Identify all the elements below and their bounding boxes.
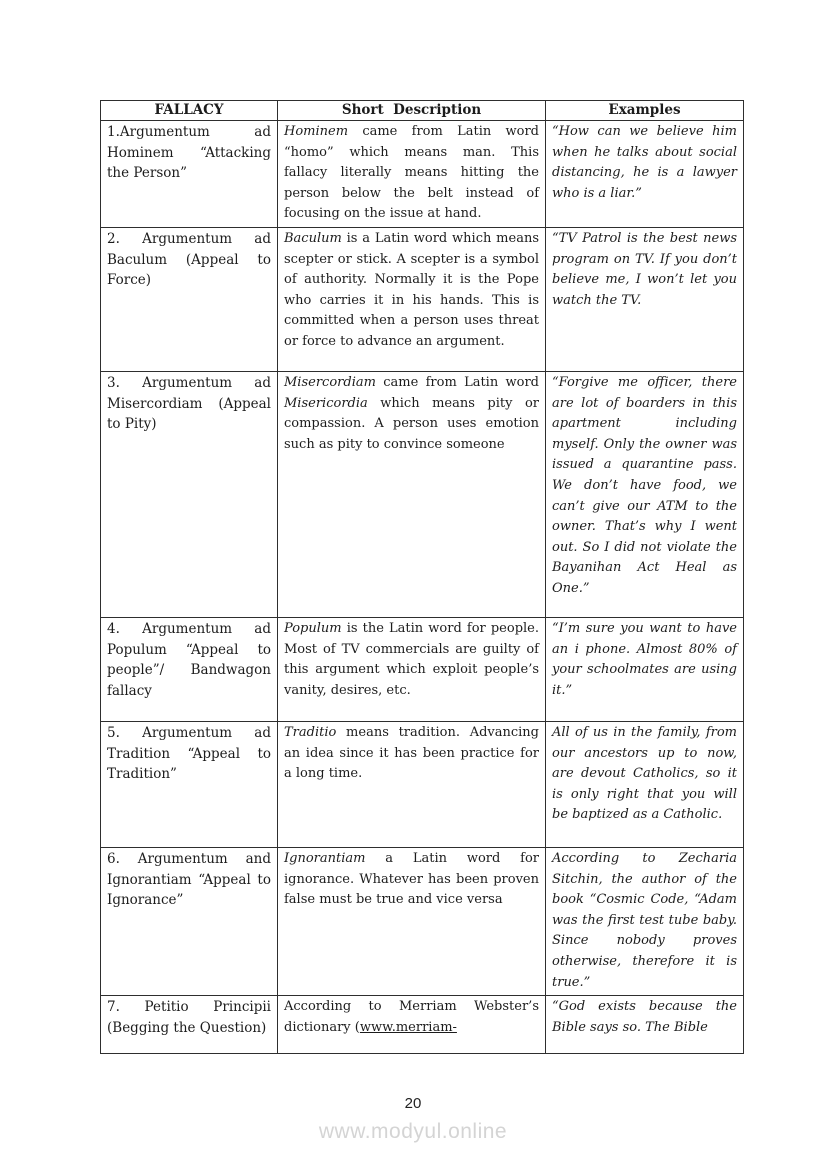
watermark: www.modyul.online bbox=[318, 1120, 508, 1143]
description-cell bbox=[278, 121, 546, 228]
header-short-description: Short Description bbox=[278, 101, 546, 121]
fallacy-cell: 7. Petitio Principii (Begging the Question) bbox=[101, 996, 278, 1054]
fallacy-cell: 5. Argumentum ad Tradition “Appeal to Tradition” bbox=[101, 722, 278, 848]
table-body bbox=[101, 121, 744, 1054]
fallacy-table bbox=[100, 100, 744, 1054]
table-row bbox=[101, 121, 744, 228]
table-row bbox=[101, 722, 744, 848]
example-cell: “How can we believe him when he talks about social distancing, he is a lawyer who is a liar.” bbox=[546, 121, 744, 228]
table-row bbox=[101, 996, 744, 1054]
description-text: came from Latin word bbox=[375, 375, 539, 390]
description-cell bbox=[278, 848, 546, 996]
example-cell: According to Zecharia Sitchin, the author of the book “Cosmic Code, “Adam was the first test tube baby. Since nobody proves otherwise, therefore it is true.” bbox=[546, 848, 744, 996]
description-text: According to Merriam Webster’s dictionary ( bbox=[284, 999, 539, 1035]
description-text: Populum bbox=[284, 621, 342, 636]
fallacy-cell: 2. Argumentum ad Baculum (Appeal to Force) bbox=[101, 228, 278, 372]
description-text: is a Latin word which means scepter or stick. A scepter is a symbol of authority. Normally it is the Pope who carries it in his hands. This is committed when a person uses threat or force to advance an argument. bbox=[284, 231, 539, 349]
header-examples: Examples bbox=[546, 101, 744, 121]
fallacy-cell: 6. Argumentum and Ignorantiam “Appeal to Ignorance” bbox=[101, 848, 278, 996]
description-text: Traditio bbox=[284, 725, 337, 740]
example-cell: “Forgive me officer, there are lot of boarders in this apartment including myself. Only the owner was issued a quarantine pass. We don’t have food, we can’t give our ATM to the owner. That’s why I went out. So I did not violate the Bayanihan Act Heal as One.” bbox=[546, 372, 744, 618]
example-cell: “I’m sure you want to have an i phone. Almost 80% of your schoolmates are using it.” bbox=[546, 618, 744, 722]
merriam-webster-link[interactable]: www.merriam- bbox=[359, 1019, 457, 1035]
description-text: Misercordiam bbox=[284, 375, 376, 390]
table-header-row bbox=[101, 101, 744, 121]
example-cell: “TV Patrol is the best news program on TV. If you don’t believe me, I won’t let you watch the TV. bbox=[546, 228, 744, 372]
description-cell bbox=[278, 722, 546, 848]
description-text: Ignorantiam bbox=[284, 851, 366, 866]
description-text: Baculum bbox=[284, 231, 342, 246]
header-fallacy: FALLACY bbox=[101, 101, 278, 121]
table-row bbox=[101, 848, 744, 996]
example-cell: All of us in the family, from our ancestors up to now, are devout Catholics, so it is only right that you will be baptized as a Catholic. bbox=[546, 722, 744, 848]
description-cell bbox=[278, 372, 546, 618]
description-text: means tradition. Advancing an idea since it has been practice for a long time. bbox=[284, 725, 539, 782]
fallacy-cell: 1.Argumentum ad Hominem “Attacking the Person” bbox=[101, 121, 278, 228]
example-cell: “God exists because the Bible says so. The Bible bbox=[546, 996, 744, 1054]
description-text: Misericordia bbox=[284, 395, 368, 411]
table-row bbox=[101, 228, 744, 372]
description-text: came from Latin word “homo” which means man. This fallacy literally means hitting the person below the belt instead of focusing on the issue at hand. bbox=[284, 124, 539, 222]
description-text: a Latin word for ignorance. Whatever has been proven false must be true and vice versa bbox=[284, 851, 539, 908]
table-row bbox=[101, 372, 744, 618]
page-number: 20 bbox=[404, 1095, 422, 1112]
description-cell bbox=[278, 618, 546, 722]
fallacy-cell: 3. Argumentum ad Misercordiam (Appeal to Pity) bbox=[101, 372, 278, 618]
table-row bbox=[101, 618, 744, 722]
description-text: which means pity or compassion. A person uses emotion such as pity to convince someone bbox=[284, 395, 539, 452]
fallacy-cell: 4. Argumentum ad Populum “Appeal to people”/ Bandwagon fallacy bbox=[101, 618, 278, 722]
description-text: Hominem bbox=[284, 124, 349, 139]
description-text: is the Latin word for people. Most of TV commercials are guilty of this argument which exploit people’s vanity, desires, etc. bbox=[284, 621, 539, 698]
description-cell bbox=[278, 228, 546, 372]
description-cell bbox=[278, 996, 546, 1054]
